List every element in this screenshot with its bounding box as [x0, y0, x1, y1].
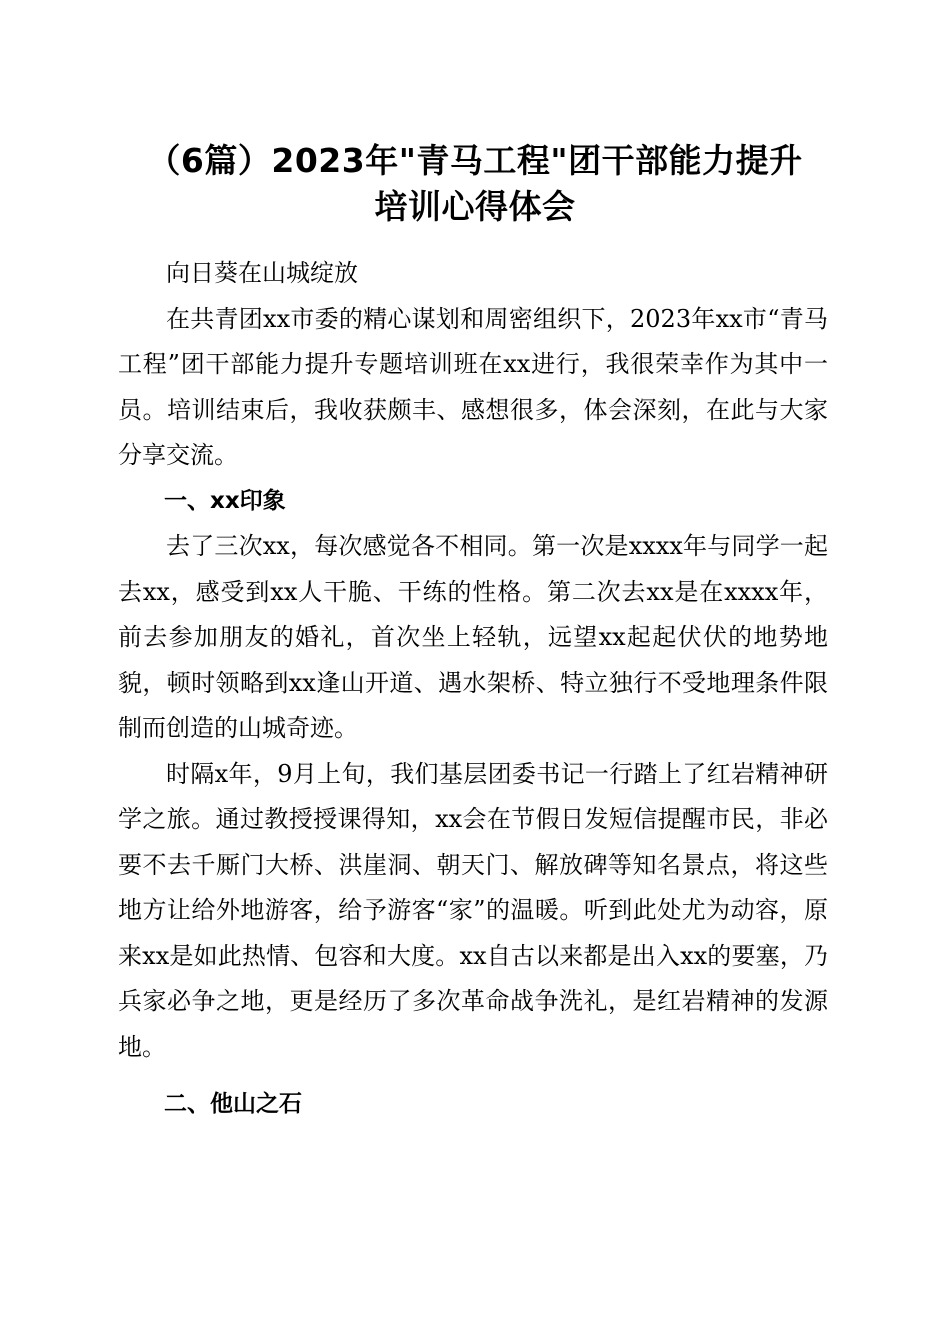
section-1-paragraph-1: 去了三次xx，每次感觉各不相同。第一次是xxxx年与同学一起去xx，感受到xx人干脆、干练的性格。第二次去xx是在xxxx年，前去参加朋友的婚礼，首次坐上轻轨，远望xx起起伏伏的地势地貌，顿时领略到xx逢山开道、遇水架桥、特立独行不受地理条件限制而创造的山城奇迹。: [118, 532, 828, 742]
section-heading-2: 二、他山之石: [164, 1091, 302, 1117]
intro-paragraph: 在共青团xx市委的精心谋划和周密组织下，2023年xx市“青马工程”团干部能力提升专题培训班在xx进行，我很荣幸作为其中一员。培训结束后，我收获颇丰、感想很多，体会深刻，在此与大家分享交流。: [118, 304, 828, 469]
document-body: [118, 251, 828, 1128]
section-1-paragraph-2: 时隔x年，9月上旬，我们基层团委书记一行踏上了红岩精神研学之旅。通过教授授课得知，xx会在节假日发短信提醒市民，非必要不去千厮门大桥、洪崖洞、朝天门、解放碑等知名景点，将这些地方让给外地游客，给予游客“家”的温暖。听到此处尤为动容，原来xx是如此热情、包容和大度。xx自古以来都是出入xx的要塞，乃兵家必争之地，更是经历了多次革命战争洗礼，是红岩精神的发源地。: [118, 759, 828, 1061]
title-line-1: （6篇）2023年"青马工程"团干部能力提升: [147, 141, 803, 180]
article-subtitle: 向日葵在山城绽放: [166, 259, 358, 287]
title-line-2: 培训心得体会: [374, 187, 576, 226]
section-heading-1: 一、xx印象: [164, 487, 286, 514]
document-title: [100, 138, 850, 230]
